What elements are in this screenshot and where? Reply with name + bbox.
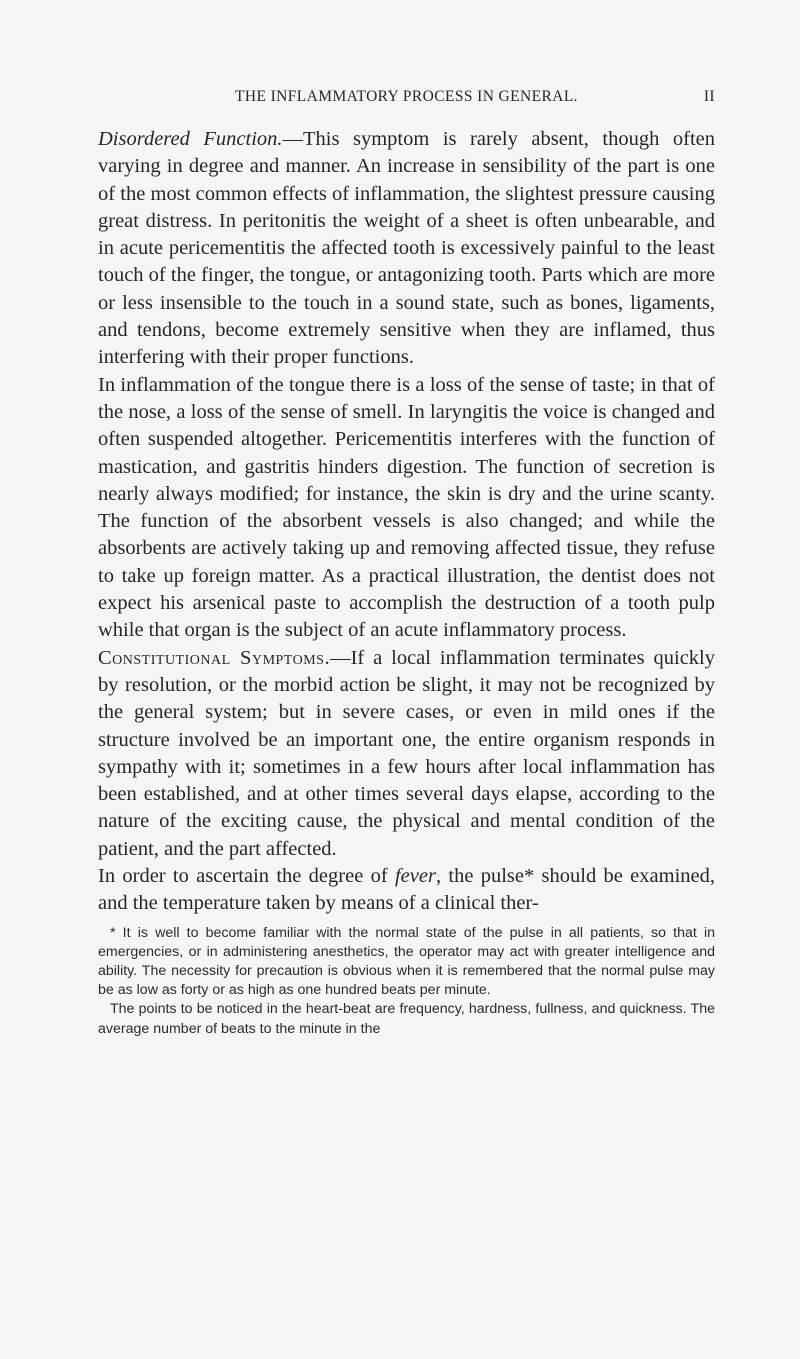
page-number: II — [703, 88, 715, 105]
paragraph-text: —This symptom is rarely absent, though often varying in degree and manner. An increase in sensibility of the part is one of the most common effects of inflammation, the slightest pressure causing great distress. In peritonitis the weight of a sheet is often unbearable, and in acute pericementitis the affected tooth is excessively painful to the least touch of the finger, the tongue, or antagonizing tooth. Parts which are more or less insensible to the touch in a sound state, such as bones, ligaments, and tendons, become extremely sensitive when they are inflamed, thus interfering with their proper functions. — [98, 128, 715, 369]
paragraph-text: , the pulse* should be examined, and the temperature taken by means of a clinical ther- — [98, 865, 715, 915]
body-text — [98, 126, 715, 918]
footnotes — [98, 924, 715, 1039]
paragraph-fever — [98, 863, 715, 918]
book-page — [98, 88, 715, 1039]
paragraph-text: In inflammation of the tongue there is a loss of the sense of taste; in that of the nose, a loss of the sense of smell. In laryngitis the voice is changed and often suspended altogether. Pericementitis interferes with the function of mastication, and gastritis hinders digestion. The function of secretion is nearly always modified; for instance, the skin is dry and the urine scanty. The function of the absorbent vessels is also changed; and while the absorbents are actively taking up and removing affected tissue, they refuse to take up foreign matter. As a practical illustration, the dentist does not expect his arsenical paste to accomplish the destruction of a tooth pulp while that organ is the subject of an acute inflammatory process. — [98, 373, 715, 642]
section-heading-disordered-function: Disordered Function. — [98, 128, 283, 150]
paragraph-text: —If a local inflammation terminates quickly by resolution, or the morbid action be slight, it may not be recognized by the general system; but in severe cases, or even in mild ones if the structure involved be an important one, the entire organism responds in sympathy with it; sometimes in a few hours after local inflammation has been established, and at other times several days elapse, according to the nature of the exciting cause, the physical and mental condition of the patient, and the part affected. — [98, 646, 715, 860]
footnote-pulse: * It is well to become familiar with the normal state of the pulse in all patients, so that in emergencies, or in administering anesthetics, the operator may act with greater intelligence and ability. The necessity for precaution is obvious when it is remembered that the normal pulse may be as low as forty or as high as one hundred beats per minute. — [98, 924, 715, 999]
paragraph-text: In order to ascertain the degree of — [98, 865, 395, 888]
paragraph-constitutional-symptoms — [98, 645, 715, 863]
running-header — [98, 88, 715, 112]
footnote-heart-beat: The points to be noticed in the heart-beat are frequency, hardness, fullness, and quickness. The average number of beats to the minute in the — [98, 1001, 715, 1037]
emphasized-word: fever — [394, 865, 436, 888]
paragraph-loss-of-sense — [98, 372, 715, 645]
paragraph-disordered-function — [98, 126, 715, 372]
section-heading-constitutional-symptoms: Constitutional Symptoms. — [98, 646, 331, 669]
running-title: THE INFLAMMATORY PROCESS IN GENERAL. — [235, 88, 578, 105]
